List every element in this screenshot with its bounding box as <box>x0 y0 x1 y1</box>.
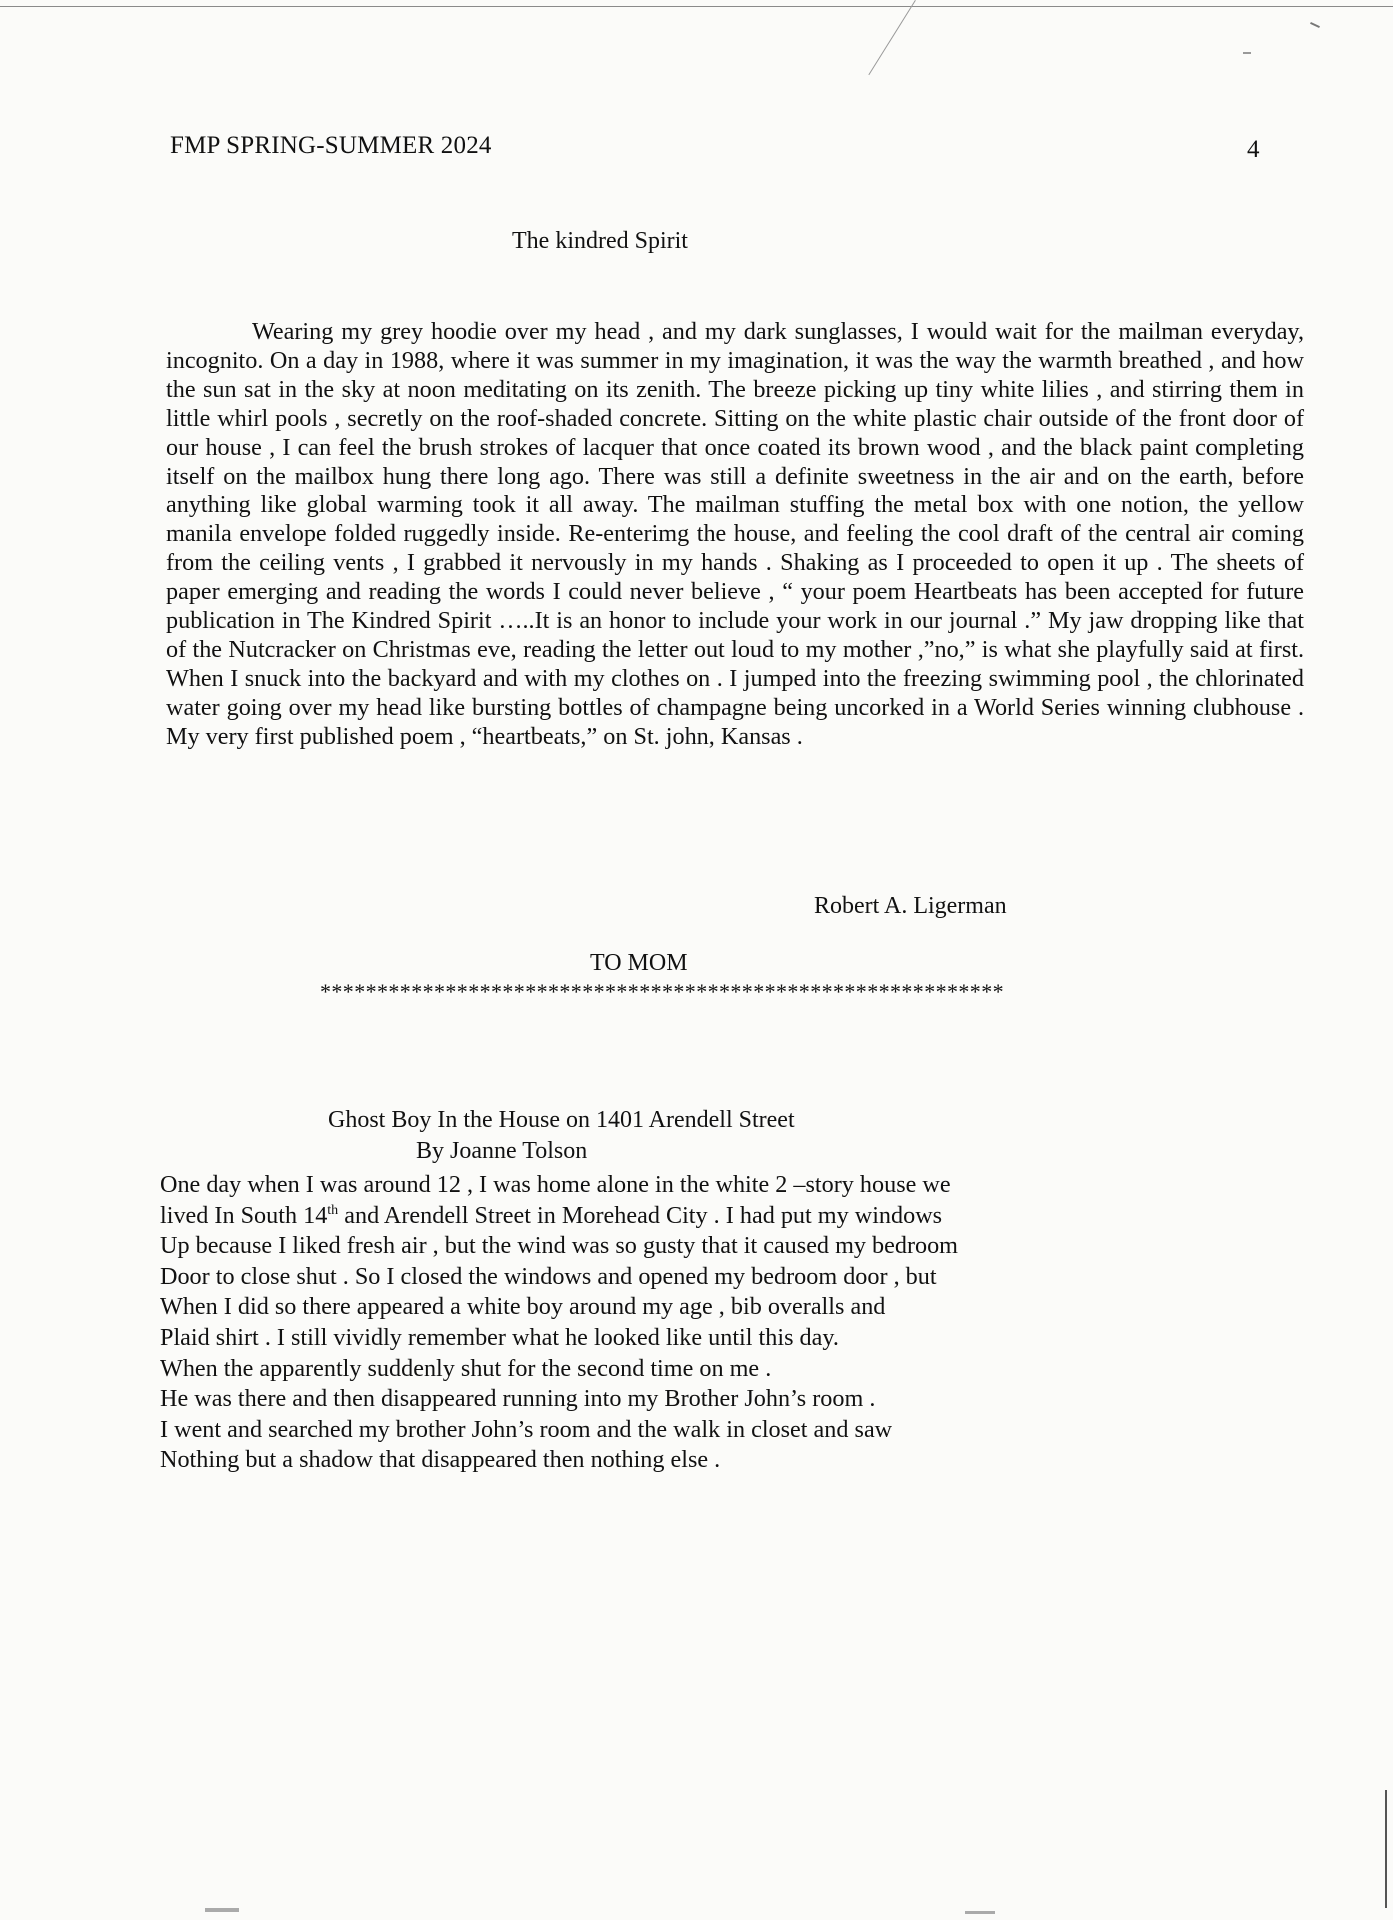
page-number: 4 <box>1247 136 1260 163</box>
ghost-story-line: Door to close shut . So I closed the windows and opened my bedroom door , but <box>160 1262 937 1290</box>
ghost-story-line: Plaid shirt . I still vividly remember what he looked like until this day. <box>160 1323 839 1351</box>
ghost-story-line: When the apparently suddenly shut for the second time on me . <box>160 1354 772 1382</box>
ghost-story-line: He was there and then disappeared running into my Brother John’s room . <box>160 1385 876 1413</box>
scan-speck <box>1243 52 1251 54</box>
story-author: Robert A. Ligerman <box>814 893 1007 919</box>
scan-edge-right <box>1385 1790 1387 1908</box>
scan-stroke <box>868 0 915 75</box>
ghost-story-body <box>160 1170 1120 1476</box>
ghost-story-title: Ghost Boy In the House on 1401 Arendell Street <box>328 1107 795 1133</box>
scan-speck <box>205 1908 239 1912</box>
story-title: The kindred Spirit <box>512 228 688 254</box>
ghost-story-line: I went and searched my brother John’s room and the walk in closet and saw <box>160 1415 893 1443</box>
ghost-story-line: lived In South 14th and Arendell Street in Morehead City . I had put my windows <box>160 1201 943 1229</box>
ghost-story-line: One day when I was around 12 , I was home alone in the white 2 –story house we <box>160 1171 951 1198</box>
scan-edge-line <box>0 6 1393 7</box>
dedication: TO MOM <box>590 950 688 976</box>
issue-header: FMP SPRING-SUMMER 2024 <box>170 132 492 159</box>
scan-speck <box>965 1911 995 1914</box>
ghost-story-line: When I did so there appeared a white boy around my age , bib overalls and <box>160 1293 886 1321</box>
ordinal-suffix: th <box>327 1202 339 1218</box>
ghost-story-author: By Joanne Tolson <box>416 1138 588 1164</box>
story-body: Wearing my grey hoodie over my head , and my dark sunglasses, I would wait for the mailman everyday, incognito. On a day in 1988, where it was summer in my imagination, it was the way the warmth breathed , and how the sun sat in the sky at noon meditating on its zenith. The breeze picking up tiny white lilies , and stirring them in little whirl pools , secretly on the roof-shaded concrete. Sitting on the white plastic chair outside of the front door of our house , I can feel the brush strokes of lacquer that once coated its brown wood , and the black paint completing itself on the mailbox hung there long ago. There was still a definite sweetness in the air and on the earth, before anything like global warming took it all away. The mailman stuffing the metal box with one notion, the yellow manila envelope folded ruggedly inside. Re-enterimg the house, and feeling the cool draft of the central air coming from the ceiling vents , I grabbed it nervously in my hands . Shaking as I proceeded to open it up . The sheets of paper emerging and reading the words I could never believe , “ your poem Heartbeats has been accepted for future publication in The Kindred Spirit …..It is an honor to include your work in our journal .” My jaw dropping like that of the Nutcracker on Christmas eve, reading the letter out loud to my mother ,”no,” is what she playfully said at first. When I snuck into the backyard and with my clothes on . I jumped into the freezing swimming pool , the chlorinated water going over my head like bursting bottles of champagne being uncorked in a World Series winning clubhouse . My very first published poem , “heartbeats,” on St. john, Kansas . <box>166 318 1304 750</box>
asterisk-divider: ************************************************************ <box>320 979 1004 1004</box>
ghost-story-line: Nothing but a shadow that disappeared then nothing else . <box>160 1446 721 1474</box>
ghost-story-line: Up because I liked fresh air , but the wind was so gusty that it caused my bedroom <box>160 1232 958 1260</box>
scan-speck <box>1310 22 1320 28</box>
